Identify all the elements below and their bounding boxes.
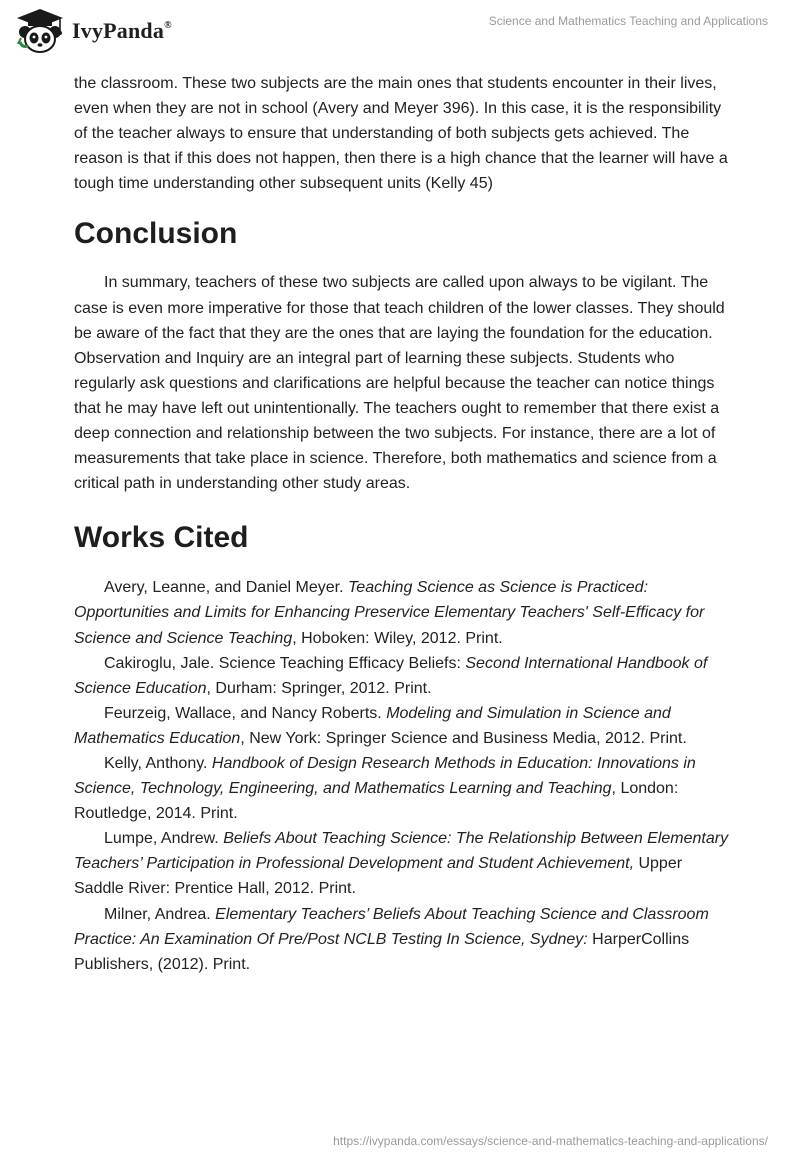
works-cited-heading: Works Cited xyxy=(74,521,249,555)
citation-entry: Feurzeig, Wallace, and Nancy Roberts. Modeling and Simulation in Science and Mathematics Education, New York: Springer Science and Business Media, 2012. Print. xyxy=(74,704,687,747)
panda-graduate-icon xyxy=(14,8,66,54)
essay-content xyxy=(74,71,730,977)
page-header xyxy=(0,0,800,62)
conclusion-heading: Conclusion xyxy=(74,217,238,251)
document-title: Science and Mathematics Teaching and Applications xyxy=(488,14,768,28)
ivypanda-logo[interactable] xyxy=(14,8,172,54)
citation-entry: Lumpe, Andrew. Beliefs About Teaching Science: The Relationship Between Elementary Teachers’ Participation in Professional Development and Student Achievement, Upper Saddle River: Prentice Hall, 2012. Print. xyxy=(74,830,729,898)
citation-entry: Kelly, Anthony. Handbook of Design Research Methods in Education: Innovations in Science, Technology, Engineering, and Mathematics Learning and Teaching, London: Routledge, 2014. Print. xyxy=(74,754,696,823)
intro-paragraph: the classroom. These two subjects are the main ones that students encounter in their lives, even when they are not in school (Avery and Meyer 396). In this case, it is the responsibility of the teacher always to ensure that understanding of both subjects gets achieved. The reason is that if this does not happen, then there is a high chance that the learner will have a tough time understanding other subsequent units (Kelly 45) xyxy=(74,75,728,193)
citation-entry: Cakiroglu, Jale. Science Teaching Efficacy Beliefs: Second International Handbook of Science Education, Durham: Springer, 2012. Print. xyxy=(74,654,708,697)
logo-text: IvyPanda® xyxy=(72,18,172,43)
citation-entry: Avery, Leanne, and Daniel Meyer. Teaching Science as Science is Practiced: Opportunities and Limits for Enhancing Preservice Elementary Teachers' Self-Efficacy for Science and Science Teaching, Hoboken: Wiley, 2012. Print. xyxy=(74,579,705,647)
conclusion-paragraph: In summary, teachers of these two subjects are called upon always to be vigilant. The case is even more imperative for those that teach children of the lower classes. They should be aware of the fact that they are the ones that are laying the foundation for the education. Observation and Inquiry are an integral part of learning these subjects. Students who regularly ask questions and clarifications are helpful because the teacher can notice things that he may have left out unintentionally. The teachers ought to remember that there exist a deep connection and relationship between the two subjects. For instance, there are a lot of measurements that take place in science. Therefore, both mathematics and science from a critical path in understanding other study areas. xyxy=(74,274,725,493)
citation-entry: Milner, Andrea. Elementary Teachers’ Beliefs About Teaching Science and Classroom Practice: An Examination Of Pre/Post NCLB Testing In Science, Sydney: HarperCollins Publishers, (2012). Print. xyxy=(74,905,709,973)
works-cited-list xyxy=(74,575,730,977)
footer-source-url[interactable]: https://ivypanda.com/essays/science-and-mathematics-teaching-and-applications/ xyxy=(333,1134,768,1148)
